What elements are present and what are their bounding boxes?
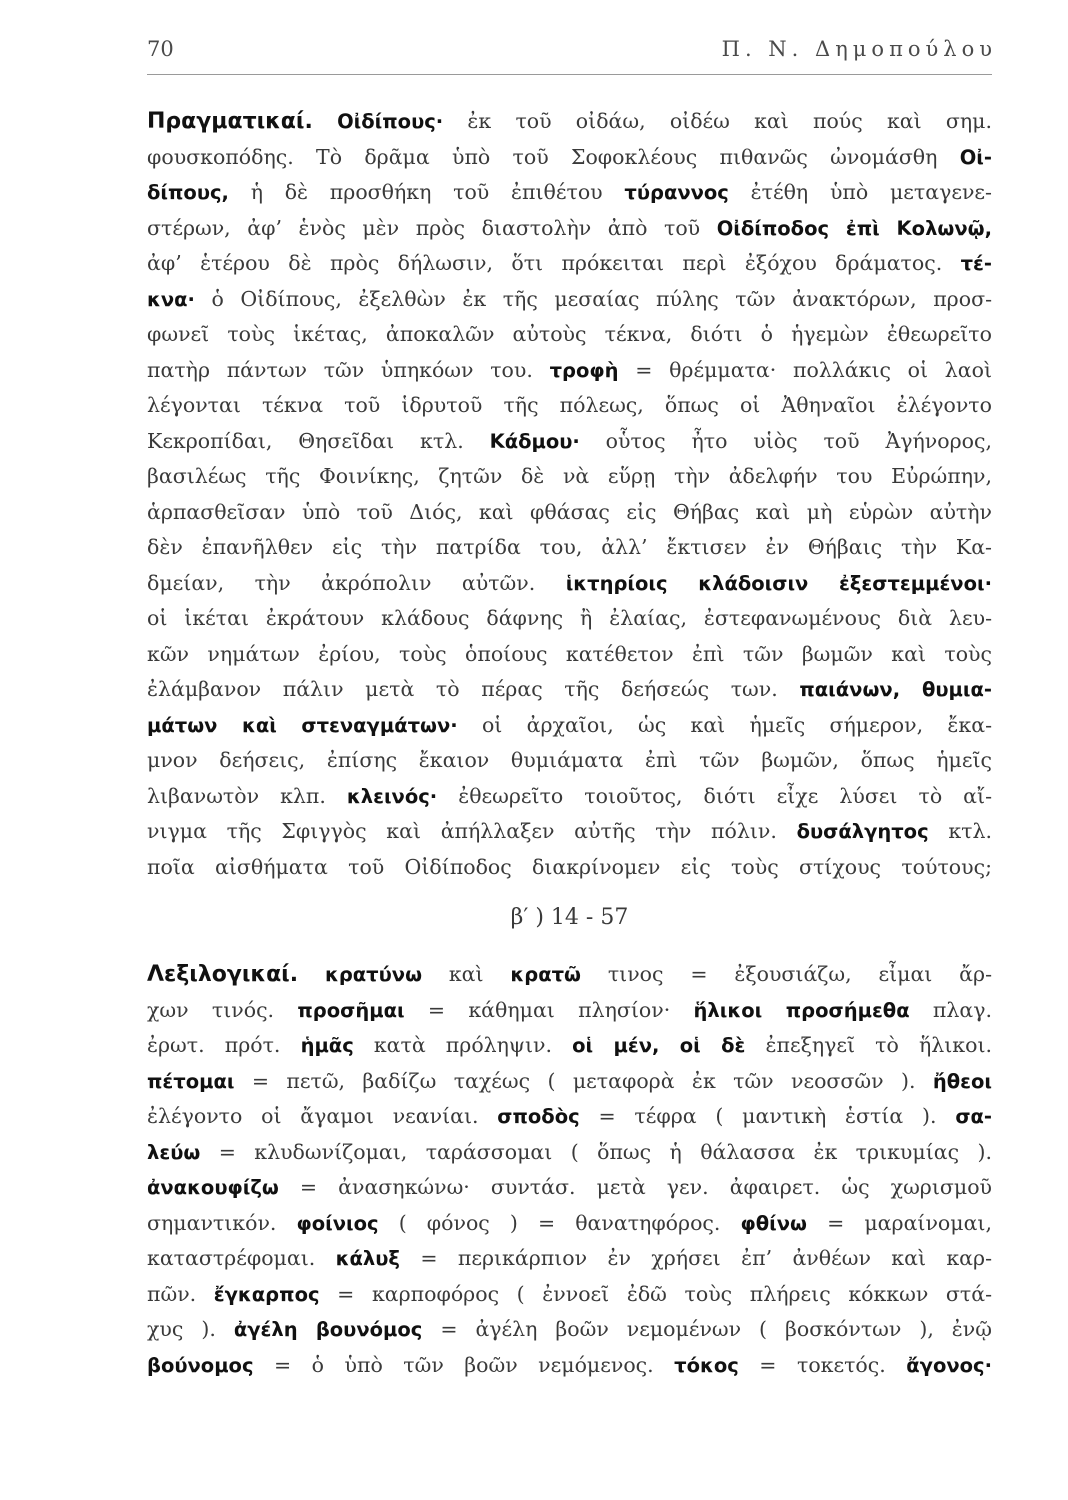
bold-term: Κάδμου· xyxy=(489,429,580,453)
text-run: ἀφ’ ἑτέρου δὲ πρὸς δήλωσιν, ὅτι πρόκειται περὶ ἐξόχου δράματος. xyxy=(147,251,961,275)
bold-term: ἥλικοι προσήμεθα xyxy=(693,998,910,1022)
text-run: ἁρπασθεῖσαν ὑπὸ τοῦ Διός, καὶ φθάσας εἰς Θήβας καὶ μὴ εὑρὼν αὐτὴν xyxy=(147,499,992,524)
bold-term: κνα· xyxy=(147,287,195,311)
text-run: = κλυδωνίζομαι, ταράσσομαι ( ὅπως ἡ θάλασσα ἐκ τρικυμίας ). xyxy=(200,1139,992,1164)
bold-term: μάτων καὶ στεναγμάτων· xyxy=(147,713,458,737)
text-line xyxy=(147,140,992,176)
bold-term: φοίνιος xyxy=(296,1211,379,1235)
text-line xyxy=(147,1206,992,1242)
text-run: = καρποφόρος ( ἐννοεῖ ἐδῶ τοὺς πλήρεις κόκκων στά- xyxy=(319,1281,993,1306)
bold-term: ἱκτηρίοις κλάδοισιν ἐξεστεμμένοι· xyxy=(565,571,992,595)
text-run: ἐπεξηγεῖ τὸ ἥλικοι. xyxy=(745,1033,992,1057)
text-run: = ὁ ὑπὸ τῶν βοῶν νεμόμενος. xyxy=(253,1352,675,1377)
bold-term: ἔγκαρπος xyxy=(213,1282,320,1306)
text-run: = τέφρα ( μαντικὴ ἑστία ). xyxy=(579,1104,956,1128)
bold-term: ἀγέλη βουνόμος xyxy=(233,1318,423,1341)
text-run: ὁ Οἰδίπους, ἐξελθὼν ἐκ τῆς μεσαίας πύλης τῶν ἀνακτόρων, προσ- xyxy=(194,286,992,311)
text-run: ἐτέθη ὑπὸ μεταγενε- xyxy=(728,180,992,204)
text-line xyxy=(147,1348,992,1384)
text-run: χυς ). xyxy=(147,1317,234,1341)
text-run xyxy=(298,962,325,986)
text-run: = κάθημαι πλησίον· xyxy=(404,997,694,1022)
text-line xyxy=(147,282,992,318)
text-run: σημαντικόν. xyxy=(147,1210,297,1235)
text-run: = περικάρπιον ἐν χρήσει ἐπ’ ἀνθέων καὶ καρ- xyxy=(399,1246,993,1270)
text-run: οἱ ἱκέται ἐκράτουν κλάδους δάφνης ἢ ἐλαίας, ἐστεφανωμένους διὰ λευ- xyxy=(147,606,992,630)
text-run: χων τινός. xyxy=(147,997,298,1022)
text-run: στέρων, ἀφ’ ἑνὸς μὲν πρὸς διαστολὴν ἀπὸ τοῦ xyxy=(147,215,717,240)
bold-term: κλεινός· xyxy=(346,784,438,808)
text-line xyxy=(147,743,992,779)
text-line xyxy=(147,246,992,282)
text-run: Κεκροπίδαι, Θησεῖδαι κτλ. xyxy=(147,428,490,453)
text-line xyxy=(147,495,992,531)
text-line xyxy=(147,317,992,353)
text-line xyxy=(147,424,992,460)
bold-term: ἀνακουφίζω xyxy=(147,1176,279,1199)
bold-term: σα- xyxy=(955,1105,992,1128)
bold-term: τέ- xyxy=(960,252,992,275)
text-run: μνον δεήσεις, ἐπίσης ἔκαιον θυμιάματα ἐπὶ τῶν βωμῶν, ὅπως ἡμεῖς xyxy=(147,748,992,772)
text-line xyxy=(147,708,992,744)
text-run: καταστρέφομαι. xyxy=(147,1246,336,1270)
section-label: Πραγματικαί. xyxy=(147,109,313,134)
bold-term: σποδὸς xyxy=(497,1105,580,1128)
text-run: ἐλάμβανον πάλιν μετὰ τὸ πέρας τῆς δεήσεώς των. xyxy=(147,677,800,701)
text-run: φωνεῖ τοὺς ἱκέτας, ἀποκαλῶν αὐτοὺς τέκνα, διότι ὁ ἡγεμὼν ἐθεωρεῖτο xyxy=(147,322,992,346)
bold-term: Οἰδίποδος ἐπὶ Κολωνῷ, xyxy=(716,216,992,240)
bold-term: κρατύνω xyxy=(324,963,423,986)
text-run: οἱ ἀρχαῖοι, ὡς καὶ ἡμεῖς σήμερον, ἔκα- xyxy=(457,712,992,737)
text-line xyxy=(147,1028,992,1064)
part-two-text xyxy=(147,957,992,1383)
text-run: πῶν. xyxy=(147,1281,214,1306)
bold-term: πέτομαι xyxy=(147,1069,235,1093)
text-run: κατὰ πρόληψιν. xyxy=(353,1033,573,1057)
bold-term: τόκος xyxy=(674,1353,739,1377)
bold-term: ἤθεοι xyxy=(932,1069,992,1093)
text-line xyxy=(147,104,992,140)
text-run: νιγμα τῆς Σφιγγὸς καὶ ἀπήλλαξεν αὐτῆς τὴν πόλιν. xyxy=(147,819,797,843)
text-line xyxy=(147,1277,992,1313)
bold-term: κάλυξ xyxy=(335,1247,400,1270)
text-run: = ἀνασηκώνω· συντάσ. μετὰ γεν. ἀφαιρετ. ὡς χωρισμοῦ xyxy=(278,1175,992,1199)
text-line xyxy=(147,779,992,815)
part-one-text xyxy=(147,104,992,885)
bold-term: βούνομος xyxy=(147,1353,254,1377)
text-line xyxy=(147,957,992,993)
bold-term: λεύω xyxy=(147,1140,201,1164)
text-run: ποῖα αἰσθήματα τοῦ Οἰδίποδος διακρίνομεν εἰς τοὺς στίχους τούτους; xyxy=(147,854,992,879)
bold-term: δίπους, xyxy=(147,181,229,204)
bold-term: παιάνων, θυμια- xyxy=(799,678,992,701)
text-line xyxy=(147,353,992,389)
text-run xyxy=(313,109,337,133)
text-line xyxy=(147,637,992,673)
text-line xyxy=(147,850,992,886)
text-run: οὗτος ἦτο υἱὸς τοῦ Ἀγήνορος, xyxy=(579,428,992,453)
text-run: κτλ. xyxy=(928,819,992,843)
text-run: βασιλέως τῆς Φοινίκης, ζητῶν δὲ νὰ εὕρῃ τὴν ἀδελφήν του Εὐρώπην, xyxy=(147,464,992,488)
running-header xyxy=(147,34,997,64)
bold-term: κρατῶ xyxy=(510,963,581,986)
text-run: φουσκοπόδης. Τὸ δρᾶμα ὑπὸ τοῦ Σοφοκλέους πιθανῶς ὠνομάσθη xyxy=(147,144,960,169)
bold-term: οἱ μέν, οἱ δὲ xyxy=(572,1034,746,1057)
text-run: ἐκ τοῦ οἰδάω, οἰδέω καὶ πούς καὶ σημ. xyxy=(443,109,992,133)
text-run: λέγονται τέκνα τοῦ ἱδρυτοῦ τῆς πόλεως, ὅπως οἱ Ἀθηναῖοι ἐλέγοντο xyxy=(147,393,992,417)
bold-term: ἄγονος· xyxy=(906,1353,992,1377)
text-line xyxy=(147,1170,992,1206)
text-run: = τοκετός. xyxy=(738,1352,907,1377)
section-label: Λεξιλογικαί. xyxy=(147,962,299,987)
text-run: = πετῶ, βαδίζω ταχέως ( μεταφορὰ ἐκ τῶν νεοσσῶν ). xyxy=(234,1068,933,1093)
text-run: = ἀγέλη βοῶν νεμομένων ( βοσκόντων ), ἐνῷ xyxy=(422,1317,992,1341)
text-line xyxy=(147,175,992,211)
text-line xyxy=(147,601,992,637)
bold-term: Οἰδίπους· xyxy=(337,110,444,133)
text-line xyxy=(147,530,992,566)
text-run: κῶν νημάτων ἐρίου, τοὺς ὁποίους κατέθετον ἐπὶ τῶν βωμῶν καὶ τοὺς xyxy=(147,641,992,666)
text-run: ἡ δὲ προσθήκη τοῦ ἐπιθέτου xyxy=(228,180,625,204)
text-run: πλαγ. xyxy=(909,997,992,1022)
text-run: = θρέμματα· πολλάκις οἱ λαοὶ xyxy=(618,357,992,382)
text-line xyxy=(147,814,992,850)
text-line xyxy=(147,388,992,424)
text-run: ( φόνος ) = θανατηφόρος. xyxy=(378,1210,741,1235)
text-run: ἐλέγοντο οἱ ἄγαμοι νεανίαι. xyxy=(147,1104,498,1128)
text-line xyxy=(147,1135,992,1171)
text-line xyxy=(147,211,992,247)
text-run: δμείαν, τὴν ἀκρόπολιν αὐτῶν. xyxy=(147,570,566,595)
text-line xyxy=(147,993,992,1029)
page-number: 70 xyxy=(147,37,174,61)
text-line xyxy=(147,1099,992,1135)
text-line xyxy=(147,1064,992,1100)
header-rule xyxy=(147,74,992,75)
bold-term: ἡμᾶς xyxy=(300,1034,354,1057)
text-run: λιβανωτὸν κλπ. xyxy=(147,783,347,808)
text-line xyxy=(147,459,992,495)
bold-term: Οἰ- xyxy=(959,145,992,169)
text-line xyxy=(147,1241,992,1277)
bold-term: δυσάλγητος xyxy=(796,820,929,843)
text-run: καὶ xyxy=(422,962,511,986)
bold-term: προσῆμαι xyxy=(297,998,405,1022)
bold-term: τύραννος xyxy=(624,181,729,204)
bold-term: φθίνω xyxy=(740,1211,807,1235)
text-line xyxy=(147,1312,992,1348)
part-two-heading: β′ ) 14 - 57 xyxy=(510,905,629,930)
text-run: ἐθεωρεῖτο τοιοῦτος, διότι εἶχε λύσει τὸ αἴ- xyxy=(437,783,992,808)
text-run: τινος = ἐξουσιάζω, εἶμαι ἄρ- xyxy=(581,962,992,986)
bold-term: τροφὴ xyxy=(549,358,619,382)
text-line xyxy=(147,672,992,708)
text-line xyxy=(147,566,992,602)
text-run: = μαραίνομαι, xyxy=(807,1210,992,1235)
running-head-author: Π. Ν. Δημοπούλου xyxy=(721,37,997,61)
text-run: ἐρωτ. πρότ. xyxy=(147,1033,301,1057)
text-run: δὲν ἐπανῆλθεν εἰς τὴν πατρίδα του, ἀλλ’ ἔκτισεν ἐν Θήβαις τὴν Κα- xyxy=(147,535,992,559)
text-run: πατὴρ πάντων τῶν ὑπηκόων του. xyxy=(147,357,550,382)
